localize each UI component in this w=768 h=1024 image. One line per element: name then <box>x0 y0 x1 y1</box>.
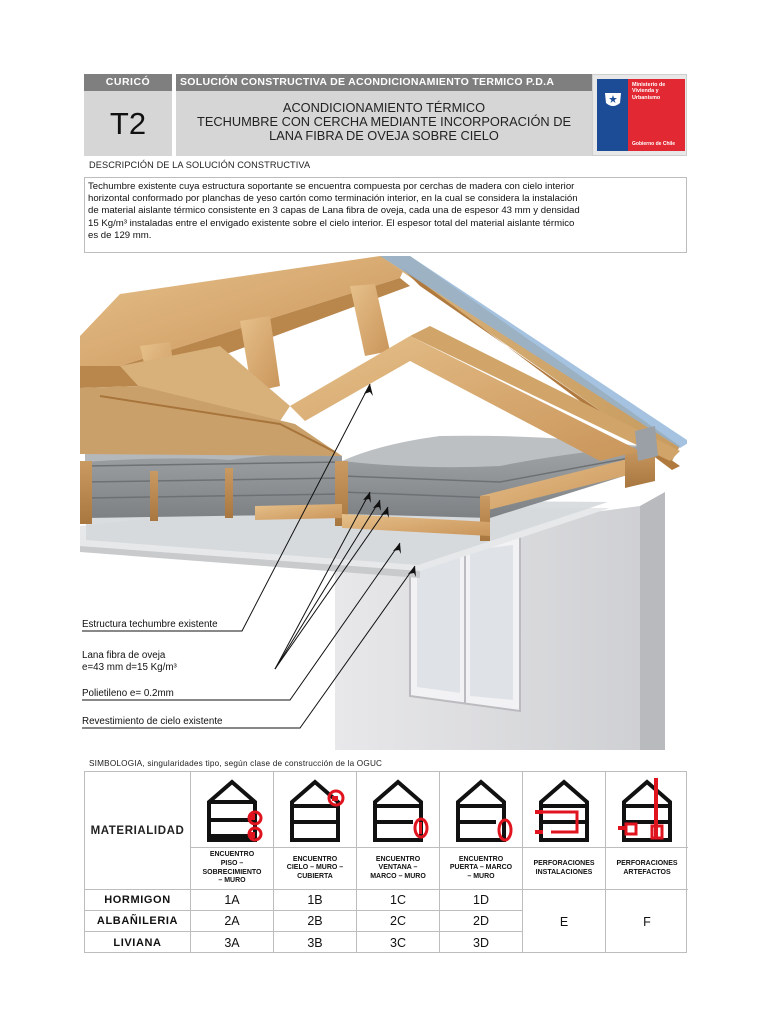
description-line: es de 129 mm. <box>88 229 152 241</box>
house-window-junction-icon <box>363 776 433 844</box>
metal-bracket <box>635 426 658 461</box>
table-cell: 2B <box>274 911 357 932</box>
table-cell: 1B <box>274 890 357 911</box>
table-cell: 3C <box>357 932 440 953</box>
description-line: horizontal conformado por planchas de yeso cartón como terminación interior, en la cual se considera la instalación <box>88 193 578 205</box>
col-header-line: ENCUENTRO <box>209 851 255 859</box>
col-header-line: PERFORACIONES <box>533 859 595 867</box>
col-header-line: CUBIERTA <box>297 872 333 880</box>
wall-side <box>640 492 665 750</box>
col-header-line: SOBRECIMIENTO <box>202 868 262 876</box>
table-cell: 1A <box>191 890 274 911</box>
description-line: 15 Kg/m³ instaladas entre el envigado existente sobre el cielo interior. El espesor total del material aislante térmico <box>88 217 575 229</box>
icon-cell-5 <box>523 772 606 848</box>
col-header-line: PISO – <box>220 859 244 867</box>
solution-title <box>176 91 592 156</box>
col-header-line: CIELO – MURO – <box>286 864 344 872</box>
solution-code: T2 <box>84 91 172 156</box>
col-header-ceiling <box>274 848 357 890</box>
table-cell: 3D <box>440 932 523 953</box>
row-header-albanileria: ALBAÑILERIA <box>85 911 191 932</box>
label-wool-line2: e=43 mm d=15 Kg/m³ <box>82 662 177 673</box>
label-wool-line1: Lana fibra de oveja <box>82 650 166 661</box>
table-cell: 2D <box>440 911 523 932</box>
coat-of-arms-icon <box>603 91 623 109</box>
col-header-installations <box>523 848 606 890</box>
symbology-label: SIMBOLOGIA, singularidades tipo, según clase de construcción de la OGUC <box>89 759 383 768</box>
table-cell: 3B <box>274 932 357 953</box>
city-name: CURICÓ <box>105 76 151 88</box>
col-header-floor <box>191 848 274 890</box>
label-polyethylene: Polietileno e= 0.2mm <box>82 688 174 699</box>
col-header-line: ENCUENTRO <box>292 855 338 863</box>
roof-cutaway-drawing <box>80 256 687 750</box>
col-header-line: VENTANA – <box>378 864 418 872</box>
logo-red-panel <box>628 79 685 151</box>
label-structure: Estructura techumbre existente <box>82 619 218 630</box>
merged-cell-e: E <box>523 890 606 953</box>
table-cell: 1D <box>440 890 523 911</box>
house-artifacts-icon <box>612 776 682 844</box>
description-label: DESCRIPCIÓN DE LA SOLUCIÓN CONSTRUCTIVA <box>89 160 311 170</box>
ministry-line-3: Urbanismo <box>632 94 661 101</box>
house-ceiling-junction-icon <box>280 776 350 844</box>
table-cell: 2C <box>357 911 440 932</box>
logo-blue-panel <box>597 79 628 151</box>
col-header-line: ARTEFACTOS <box>623 868 671 876</box>
title-line-1: ACONDICIONAMIENTO TÉRMICO <box>282 100 486 115</box>
label-ceiling: Revestimiento de cielo existente <box>82 716 223 727</box>
col-header-window <box>357 848 440 890</box>
symbology-table <box>84 771 687 953</box>
description-line: de material aislante térmico consistente en 3 capas de Lana fibra de oveja, cada una de espesor 43 mm y densidad <box>88 205 580 217</box>
roof-truss-structure <box>80 256 687 470</box>
col-header-artifacts <box>606 848 688 890</box>
ministry-line-2: Vivienda y <box>632 88 659 95</box>
icon-cell-2 <box>274 772 357 848</box>
roof-section-illustration <box>80 256 687 750</box>
document-header <box>84 74 687 156</box>
materialidad-header: MATERIALIDAD <box>85 772 191 890</box>
col-header-line: PERFORACIONES <box>616 859 678 867</box>
description-text <box>84 177 687 253</box>
house-installations-icon <box>529 776 599 844</box>
title-line-2: TECHUMBRE CON CERCHA MEDIANTE INCORPORACIÓN DE <box>197 114 571 129</box>
ministry-logo <box>592 74 687 156</box>
table-cell: 2A <box>191 911 274 932</box>
icon-cell-4 <box>440 772 523 848</box>
title-line-3: LANA FIBRA DE OVEJA SOBRE CIELO <box>269 128 499 143</box>
house-floor-junction-icon <box>197 776 267 844</box>
ministry-name <box>632 82 684 101</box>
house-door-junction-icon <box>446 776 516 844</box>
icon-cell-6 <box>606 772 688 848</box>
icon-cell-1 <box>191 772 274 848</box>
table-cell: 1C <box>357 890 440 911</box>
table-cell: 3A <box>191 932 274 953</box>
row-header-liviana: LIVIANA <box>85 932 191 953</box>
icon-cell-3 <box>357 772 440 848</box>
col-header-line: ENCUENTRO <box>458 855 504 863</box>
col-header-line: PUERTA – MARCO <box>449 864 513 872</box>
program-title: SOLUCIÓN CONSTRUCTIVA DE ACONDICIONAMIENTO TERMICO P.D.A <box>180 76 555 88</box>
col-header-line: – MURO <box>218 877 246 885</box>
header-top-band <box>84 74 592 91</box>
col-header-door <box>440 848 523 890</box>
row-header-hormigon: HORMIGON <box>85 890 191 911</box>
col-header-line: INSTALACIONES <box>535 868 593 876</box>
col-header-line: MARCO – MURO <box>370 872 426 880</box>
government-name: Gobierno de Chile <box>632 141 676 147</box>
col-header-line: – MURO <box>467 872 495 880</box>
merged-cell-f: F <box>643 914 651 929</box>
ministry-line-1: Ministerio de <box>632 82 666 88</box>
description-line: Techumbre existente cuya estructura soportante se encuentra compuesta por cerchas de madera con cielo interior <box>88 181 575 192</box>
col-header-line: ENCUENTRO <box>375 855 421 863</box>
